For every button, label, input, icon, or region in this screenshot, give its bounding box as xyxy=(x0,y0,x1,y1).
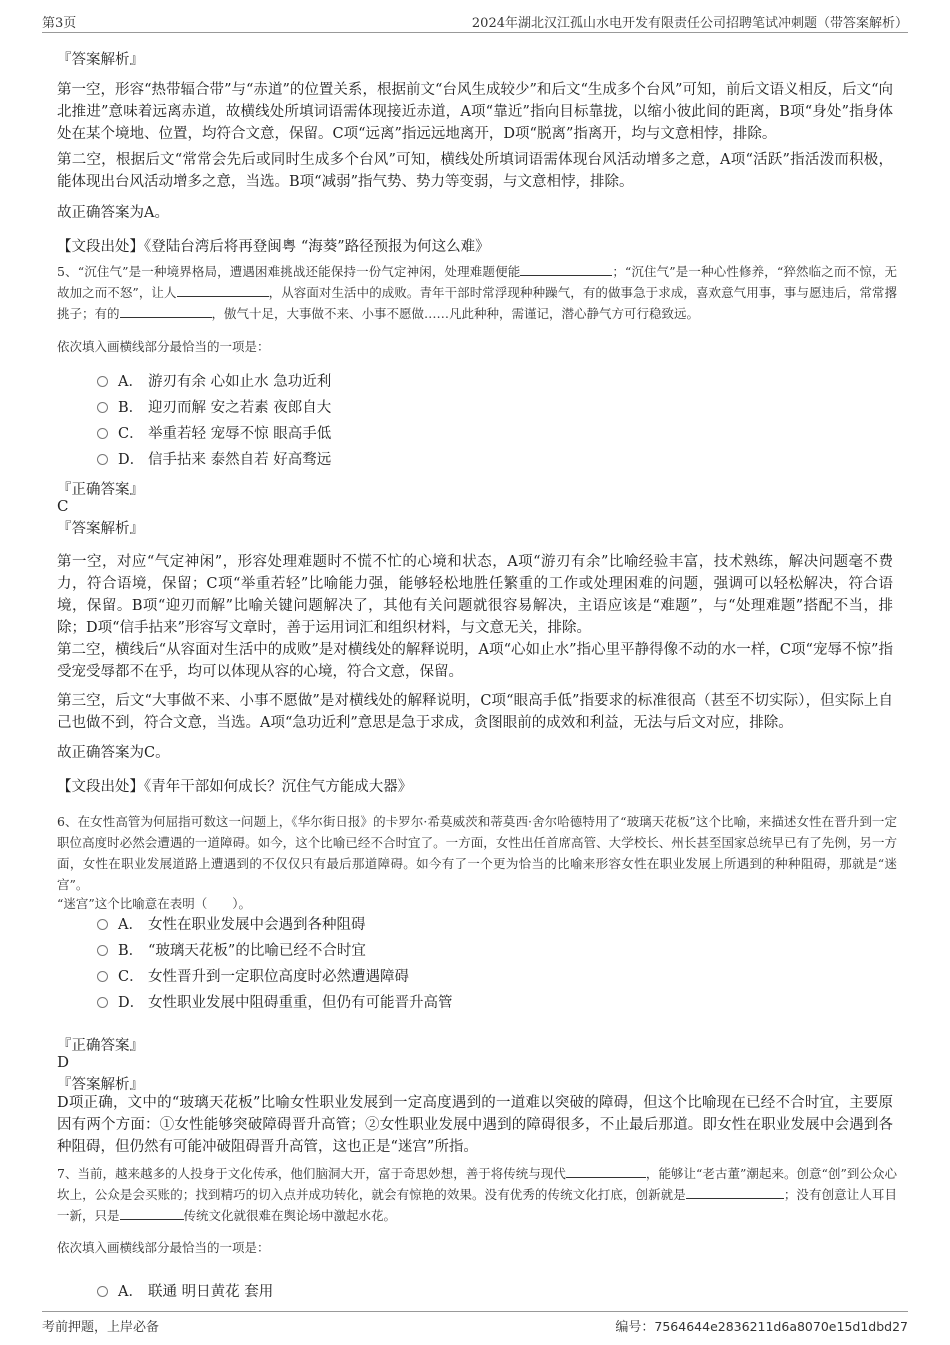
question-prompt: 依次填入画横线部分最恰当的一项是： xyxy=(57,1240,270,1255)
correct-answer: C xyxy=(57,497,69,515)
fill-blank xyxy=(120,304,212,318)
radio-icon[interactable] xyxy=(97,945,108,956)
options-list xyxy=(97,369,331,473)
footer-slogan: 考前押题，上岸必备 xyxy=(42,1320,160,1335)
options-list xyxy=(97,912,453,1016)
analysis-paragraph: 第一空，对应“气定神闲”，形容处理难题时不慌不忙的心境和状态，A项“游刃有余”比喻经验丰富，技术熟练，解决问题毫不费力，符合语境，保留；C项“举重若轻”比喻能力强，能够轻松地胜任繁重的工作或处理困难的问题，强调可以轻松解决，符合语境，保留。B项“迎刃而解”比喻关键问题解决了，其他有关问题就很容易解决，主语应该是“难题”，与“处理难题”搭配不当，排除；D项“信手拈来”形容写文章时，善于运用词汇和组织材料，与文意无关，排除。 xyxy=(57,554,893,636)
analysis-paragraph: D项正确，文中的“玻璃天花板”比喻女性职业发展到一定高度遇到的一道难以突破的障碍，但这个比喻现在已经不合时宜，主要原因有两个方面：①女性能够突破障碍晋升高管；②女性职业发展中遇到的障碍很多，不止最后那道。即女性在职业发展中会遇到各种阻碍，但仍然有可能冲破阻碍晋升高管，这也正是“迷宫”所指。 xyxy=(57,1095,893,1155)
question-prompt: 依次填入画横线部分最恰当的一项是： xyxy=(57,339,270,354)
conclusion: 故正确答案为C。 xyxy=(57,745,170,761)
answer-tag: 『正确答案』 xyxy=(57,1038,144,1054)
analysis-paragraph: 第一空，形容“热带辐合带”与“赤道”的位置关系，根据前文“台风生成较少”和后文“生成多个台风”可知，前后文语义相反，后文“向北推进”意味着远离赤道，故横线处所填词语需体现接近赤道，A项“靠近”指向目标靠拢，以缩小彼此间的距离，B项“身处”指身体处在某个境地、位置，均符合文意，保留。C项“远离”指远远地离开，D项“脱离”指离开，均与文意相悖，排除。 xyxy=(57,82,893,142)
radio-icon[interactable] xyxy=(97,454,108,465)
conclusion: 故正确答案为A。 xyxy=(57,205,169,221)
analysis-tag: 『答案解析』 xyxy=(57,52,144,68)
option-a[interactable]: A． 女性在职业发展中会遇到各种阻碍 xyxy=(97,912,453,938)
analysis-tag: 『答案解析』 xyxy=(57,1077,144,1093)
option-c[interactable]: C． 举重若轻 宠辱不惊 眼高手低 xyxy=(97,421,331,447)
question-stem: 7、当前，越来越多的人投身于文化传承，他们脑洞大开，富于奇思妙想，善于将传统与现代 ，能够让“老古董”潮起来。创意“创”到公众心坎上，公众是会买账的；找到精巧的切入点并成功转化，就会有惊艳的效果。没有优秀的传统文化打底，创新就是 ；没有创意让人耳目一新，只是 传统文化就很难在舆论场中激起水花。 xyxy=(57,1166,897,1223)
source-citation: 【文段出处】《登陆台湾后将再登闽粤 “海葵”路径预报为何这么难》 xyxy=(57,239,490,255)
radio-icon[interactable] xyxy=(97,428,108,439)
fill-blank xyxy=(120,1206,184,1220)
document-title: 2024年湖北汉江孤山水电开发有限责任公司招聘笔试冲刺题（带答案解析） xyxy=(471,16,908,31)
question-prompt: “迷宫”这个比喻意在表明（ ）。 xyxy=(57,896,252,911)
fill-blank xyxy=(520,262,612,276)
radio-icon[interactable] xyxy=(97,1286,108,1297)
analysis-paragraph: 第二空，根据后文“常常会先后或同时生成多个台风”可知，横线处所填词语需体现台风活动增多之意，A项“活跃”指活泼而积极，能体现出台风活动增多之意，当选。B项“减弱”指气势、势力等变弱，与文意相悖，排除。 xyxy=(57,152,893,190)
question-stem: 6、在女性高管为何屈指可数这一问题上，《华尔街日报》的卡罗尔·希莫威茨和蒂莫西·舍尔哈德特用了“玻璃天花板”这个比喻，来描述女性在晋升到一定职位高度时必然会遭遇的一道障碍。如今，这个比喻已经不合时宜了。一方面，女性出任首席高管、大学校长、州长甚至国家总统早已有了先例，另一方面，女性在职业发展道路上遭遇到的不仅仅只有最后那道障碍。如今有了一个更为恰当的比喻来形容女性在职业发展上所遇到的种种阻碍，那就是“迷宫”。 xyxy=(57,814,897,892)
option-c[interactable]: C． 女性晋升到一定职位高度时必然遭遇障碍 xyxy=(97,964,453,990)
correct-answer: D xyxy=(57,1053,70,1071)
radio-icon[interactable] xyxy=(97,997,108,1008)
option-a[interactable]: A． 游刃有余 心如止水 急功近利 xyxy=(97,369,331,395)
fill-blank xyxy=(566,1164,646,1178)
page-footer xyxy=(42,1311,908,1336)
source-citation: 【文段出处】《青年干部如何成长？沉住气方能成大器》 xyxy=(57,779,413,795)
analysis-paragraph: 第三空，后文“大事做不来、小事不愿做”是对横线处的解释说明，C项“眼高手低”指要求的标准很高（甚至不切实际），但实际上自己也做不到，符合文意，当选。A项“急功近利”意思是急于求成，贪图眼前的成效和利益，无法与后文对应，排除。 xyxy=(57,693,893,731)
analysis-tag: 『答案解析』 xyxy=(57,521,144,537)
analysis-paragraph: 第二空，横线后“从容面对生活中的成败”是对横线处的解释说明，A项“心如止水”指心里平静得像不动的水一样，C项“宠辱不惊”指受宠受辱都不在乎，均可以体现从容的心境，符合文意，保留。 xyxy=(57,642,893,680)
radio-icon[interactable] xyxy=(97,376,108,387)
page-number: 第3页 xyxy=(42,16,77,31)
question-stem: 5、“沉住气”是一种境界格局，遭遇困难挑战还能保持一份气定神闲，处理难题便能 ；“沉住气”是一种心性修养，“猝然临之而不惊，无故加之而不怒”，让人 ，从容面对生活中的成败。青年干部时常浮现种种躁气，有的做事急于求成，喜欢意气用事，事与愿违后，常常撂挑子；有的 ，傲气十足，大事做不来、小事不愿做……凡此种种，需谨记，潜心静气方可行稳致远。 xyxy=(57,264,897,321)
radio-icon[interactable] xyxy=(97,919,108,930)
fill-blank xyxy=(686,1185,784,1199)
radio-icon[interactable] xyxy=(97,402,108,413)
fill-blank xyxy=(177,283,269,297)
radio-icon[interactable] xyxy=(97,971,108,982)
answer-tag: 『正确答案』 xyxy=(57,482,144,498)
option-d[interactable]: D． 信手拈来 泰然自若 好高骛远 xyxy=(97,447,331,473)
option-d[interactable]: D． 女性职业发展中阻碍重重，但仍有可能晋升高管 xyxy=(97,990,453,1016)
option-b[interactable]: B． “玻璃天花板”的比喻已经不合时宜 xyxy=(97,938,453,964)
page-header xyxy=(42,10,908,33)
document-code: 编号：7564644e2836211d6a8070e15d1dbd27 xyxy=(615,1319,908,1335)
option-a[interactable]: A． 联通 明日黄花 套用 xyxy=(97,1279,273,1305)
options-list xyxy=(97,1279,273,1305)
option-b[interactable]: B． 迎刃而解 安之若素 夜郎自大 xyxy=(97,395,331,421)
